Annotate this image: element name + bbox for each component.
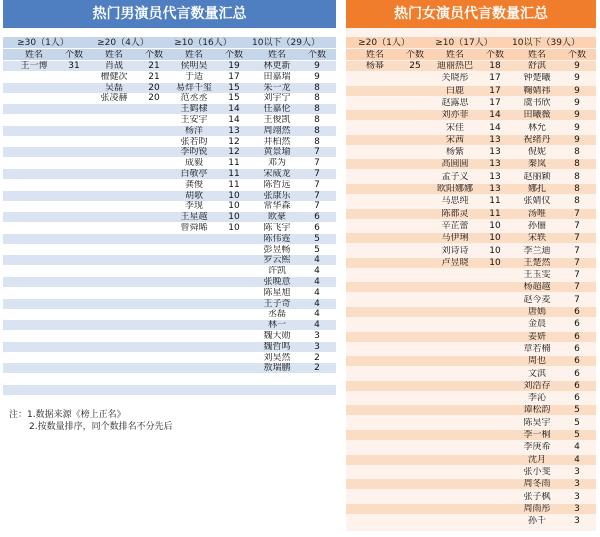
male-name-cell: 吴磊 [104, 82, 123, 93]
male-name-cell: 刘昊然 [263, 352, 291, 363]
female-name-cell: 杨紫 [445, 147, 464, 158]
male-count-cell: 10 [228, 201, 240, 212]
male-count-cell: 20 [148, 82, 160, 93]
male-name-cell: 王安宇 [180, 115, 208, 125]
male-count-cell: 7 [314, 179, 320, 190]
female-count-cell: 6 [574, 356, 580, 367]
male-count-cell: 3 [314, 331, 320, 341]
female-name-cell: 汤唯 [527, 208, 546, 219]
female-count-cell: 17 [489, 85, 501, 96]
female-name-cell: 高圆圆 [441, 159, 469, 170]
female-header-count-2: 个数 [567, 50, 586, 60]
male-name-cell: 肖战 [104, 61, 123, 71]
female-count-cell: 25 [409, 61, 421, 71]
male-count-cell: 4 [314, 309, 320, 320]
female-name-cell: 张小斐 [523, 466, 551, 477]
male-header-name-1: 姓名 [104, 50, 123, 60]
male-count-cell: 17 [228, 71, 240, 82]
female-name-cell: 宋茜 [445, 134, 464, 145]
male-header-name-3: 姓名 [267, 50, 286, 60]
female-count-cell: 9 [574, 61, 580, 71]
male-count-cell: 8 [314, 125, 320, 136]
female-count-cell: 6 [574, 319, 580, 330]
male-name-cell: 张晚意 [263, 277, 291, 287]
male-name-cell: 魏哲鸣 [263, 341, 291, 352]
female-count-cell: 13 [489, 171, 501, 182]
female-name-cell: 唐嫣 [527, 307, 546, 317]
male-name-cell: 彭昱畅 [263, 244, 291, 255]
female-name-cell: 杨幂 [365, 61, 384, 71]
male-name-cell: 刘宇宁 [263, 93, 291, 104]
male-name-cell: 黄景瑜 [263, 147, 291, 158]
male-count-cell: 2 [314, 363, 320, 374]
female-count-cell: 7 [574, 233, 580, 244]
female-name-cell: 孙俪 [527, 220, 546, 231]
female-name-cell: 章若楠 [523, 343, 551, 354]
male-count-cell: 8 [314, 115, 320, 125]
female-count-cell: 17 [489, 97, 501, 108]
female-name-cell: 周雨彤 [523, 503, 551, 514]
male-count-cell: 11 [228, 169, 240, 179]
female-name-cell: 秦岚 [527, 159, 546, 170]
female-name-cell: 舒淇 [527, 61, 546, 71]
female-count-cell: 3 [574, 503, 580, 514]
female-count-cell: 4 [574, 454, 580, 465]
male-name-cell: 陈星旭 [263, 287, 291, 298]
female-group-label-1: ≥10（17人） [435, 38, 493, 48]
male-count-cell: 7 [314, 190, 320, 201]
male-name-cell: 杨洋 [184, 125, 203, 136]
female-name-cell: 文淇 [527, 368, 546, 379]
female-header-count-0: 个数 [405, 50, 424, 60]
female-name-cell: 娜扎 [527, 184, 546, 194]
female-name-cell: 陈都灵 [441, 208, 469, 219]
female-name-cell: 祝绪丹 [523, 134, 551, 145]
female-count-cell: 8 [574, 196, 580, 207]
male-count-cell: 5 [314, 244, 320, 255]
male-name-cell: 丞磊 [267, 309, 286, 320]
male-count-cell: 6 [314, 223, 320, 233]
male-count-cell: 19 [228, 61, 240, 71]
female-name-cell: 李一桐 [523, 430, 551, 440]
female-count-cell: 10 [489, 245, 501, 256]
female-actresses-panel [346, 0, 596, 531]
male-name-cell: 敖瑞鹏 [263, 363, 291, 374]
male-header-count-2: 个数 [224, 50, 243, 60]
male-count-cell: 7 [314, 158, 320, 169]
male-header-count-0: 个数 [64, 50, 83, 60]
female-count-cell: 10 [489, 220, 501, 231]
female-count-cell: 17 [489, 73, 501, 84]
female-name-cell: 赵露思 [441, 97, 469, 108]
female-count-cell: 11 [489, 196, 501, 207]
female-count-cell: 5 [574, 405, 580, 416]
female-name-cell: 林允 [527, 122, 546, 133]
male-name-cell: 欧豪 [267, 212, 286, 223]
male-name-cell: 胡歌 [184, 190, 203, 201]
male-header-name-2: 姓名 [184, 50, 203, 60]
male-name-cell: 魏大勋 [263, 331, 291, 341]
female-name-cell: 刘浩存 [523, 380, 551, 391]
male-count-cell: 11 [228, 158, 240, 169]
female-count-cell: 6 [574, 368, 580, 379]
female-name-cell: 王玉雯 [523, 270, 551, 281]
male-count-cell: 12 [228, 147, 240, 158]
female-header-name-0: 姓名 [365, 50, 384, 60]
female-name-cell: 周冬雨 [523, 479, 551, 490]
male-name-cell: 范丞丞 [180, 93, 208, 104]
female-name-cell: 王楚然 [523, 257, 551, 268]
female-count-cell: 13 [489, 184, 501, 194]
male-count-cell: 10 [228, 190, 240, 201]
male-name-cell: 常华森 [263, 201, 291, 212]
female-panel-title: 热门女演员代言数量汇总 [346, 0, 596, 28]
male-name-cell: 周翊然 [263, 125, 291, 136]
male-row-bg [3, 385, 336, 395]
male-count-cell: 7 [314, 169, 320, 179]
male-name-cell: 许凯 [267, 266, 286, 277]
male-row-bg [3, 374, 336, 384]
female-count-cell: 8 [574, 171, 580, 182]
male-name-cell: 王星越 [180, 212, 208, 223]
male-count-cell: 15 [228, 93, 240, 104]
female-name-cell: 刘诗诗 [441, 245, 469, 256]
male-group-label-0: ≥30（1人） [17, 38, 69, 48]
female-name-cell: 周也 [527, 356, 546, 367]
female-name-cell: 沈月 [527, 454, 546, 465]
female-group-label-0: ≥20（1人） [358, 38, 410, 48]
male-name-cell: 王鹤棣 [180, 104, 208, 115]
female-count-cell: 7 [574, 245, 580, 256]
male-count-cell: 7 [314, 147, 320, 158]
female-count-cell: 14 [489, 110, 501, 121]
female-name-cell: 张婧仪 [523, 196, 551, 207]
female-name-cell: 马思纯 [441, 196, 469, 207]
female-count-cell: 6 [574, 393, 580, 404]
female-name-cell: 谭松韵 [523, 405, 551, 416]
male-count-cell: 4 [314, 255, 320, 266]
male-count-cell: 12 [228, 136, 240, 147]
female-name-cell: 张子枫 [523, 491, 551, 502]
female-count-cell: 9 [574, 110, 580, 121]
male-name-cell: 罗云熙 [263, 255, 291, 266]
male-count-cell: 4 [314, 320, 320, 331]
male-header-count-3: 个数 [307, 50, 326, 60]
female-name-cell: 钟楚曦 [523, 73, 551, 84]
female-name-cell: 田曦薇 [523, 110, 551, 121]
female-name-cell: 马伊琍 [441, 233, 469, 244]
female-count-cell: 5 [574, 417, 580, 428]
female-name-cell: 刘亦菲 [441, 110, 469, 121]
female-count-cell: 7 [574, 282, 580, 293]
male-count-cell: 10 [228, 212, 240, 223]
female-count-cell: 7 [574, 220, 580, 231]
female-count-cell: 7 [574, 270, 580, 281]
male-count-cell: 4 [314, 298, 320, 309]
male-count-cell: 9 [314, 71, 320, 82]
female-count-cell: 13 [489, 134, 501, 145]
female-name-cell: 陈昊宇 [523, 417, 551, 428]
male-count-cell: 2 [314, 352, 320, 363]
male-count-cell: 20 [148, 93, 160, 104]
female-count-cell: 3 [574, 479, 580, 490]
female-name-cell: 宋轶 [527, 233, 546, 244]
female-name-cell: 卢昱晓 [441, 257, 469, 268]
female-header-count-1: 个数 [485, 50, 504, 60]
female-name-cell: 李庚希 [523, 442, 551, 453]
male-name-cell: 张若昀 [180, 136, 208, 147]
female-name-cell: 迪丽热巴 [436, 61, 473, 71]
female-name-cell: 孟子义 [441, 171, 469, 182]
male-name-cell: 王子奇 [263, 298, 291, 309]
note-line-1: 注：1.数据来源《榜上正名》 [9, 410, 126, 420]
male-name-cell: 于适 [184, 71, 203, 82]
female-count-cell: 7 [574, 294, 580, 305]
male-header-count-1: 个数 [144, 50, 163, 60]
male-count-cell: 13 [228, 125, 240, 136]
male-count-cell: 5 [314, 233, 320, 244]
male-count-cell: 7 [314, 201, 320, 212]
male-name-cell: 侯明昊 [180, 61, 208, 71]
male-name-cell: 张凌赫 [100, 93, 128, 104]
female-name-cell: 赵丽颖 [523, 171, 551, 182]
male-name-cell: 白敬亭 [180, 169, 208, 179]
male-name-cell: 邓为 [267, 158, 286, 169]
male-header-name-0: 姓名 [24, 50, 43, 60]
male-name-cell: 李现 [184, 201, 203, 212]
female-name-cell: 李沁 [527, 393, 546, 404]
female-name-cell: 宋佳 [445, 122, 464, 133]
female-count-cell: 3 [574, 466, 580, 477]
female-count-cell: 8 [574, 147, 580, 158]
male-name-cell: 檀健次 [100, 71, 128, 82]
female-name-cell: 李兰迪 [523, 245, 551, 256]
female-count-cell: 11 [489, 208, 501, 219]
female-name-cell: 杨超越 [523, 282, 551, 293]
male-name-cell: 陈哲远 [263, 179, 291, 190]
female-count-cell: 9 [574, 73, 580, 84]
female-count-cell: 3 [574, 516, 580, 527]
male-count-cell: 31 [68, 61, 80, 71]
female-count-cell: 8 [574, 184, 580, 194]
male-name-cell: 宋威龙 [263, 169, 291, 179]
female-count-cell: 9 [574, 97, 580, 108]
male-count-cell: 3 [314, 341, 320, 352]
female-count-cell: 9 [574, 85, 580, 96]
male-name-cell: 林一 [267, 320, 286, 331]
female-name-cell: 鞠婧祎 [523, 85, 551, 96]
note-line-2: 2.按数量排序，同个数排名不分先后 [29, 422, 173, 432]
male-count-cell: 4 [314, 266, 320, 277]
male-count-cell: 4 [314, 277, 320, 287]
male-name-cell: 龚俊 [184, 179, 203, 190]
male-name-cell: 陈伟霆 [263, 233, 291, 244]
male-name-cell: 井柏然 [263, 136, 291, 147]
male-name-cell: 成毅 [184, 158, 203, 169]
male-name-cell: 王俊凯 [263, 115, 291, 125]
male-count-cell: 8 [314, 82, 320, 93]
male-panel-title: 热门男演员代言数量汇总 [3, 0, 336, 28]
male-count-cell: 9 [314, 61, 320, 71]
female-header-name-1: 姓名 [445, 50, 464, 60]
female-count-cell: 9 [574, 122, 580, 133]
female-name-cell: 倪妮 [527, 147, 546, 158]
female-count-cell: 5 [574, 430, 580, 440]
male-group-label-3: 10以下（29人） [252, 38, 320, 48]
female-count-cell: 6 [574, 331, 580, 342]
male-name-cell: 朱一龙 [263, 82, 291, 93]
male-name-cell: 王一博 [20, 61, 48, 71]
female-count-cell: 7 [574, 257, 580, 268]
male-group-label-1: ≥20（4人） [97, 38, 149, 48]
male-count-cell: 8 [314, 93, 320, 104]
male-count-cell: 14 [228, 115, 240, 125]
male-name-cell: 张康乐 [263, 190, 291, 201]
male-count-cell: 6 [314, 212, 320, 223]
male-count-cell: 14 [228, 104, 240, 115]
female-name-cell: 白鹿 [445, 85, 464, 96]
male-group-label-2: ≥10（16人） [174, 38, 232, 48]
male-name-cell: 曾舜晞 [180, 223, 208, 233]
female-name-cell: 孙千 [527, 516, 546, 527]
female-count-cell: 18 [489, 61, 501, 71]
male-name-cell: 易烊千玺 [175, 82, 212, 93]
female-name-cell: 辛芷蕾 [441, 220, 469, 231]
female-count-cell: 6 [574, 343, 580, 354]
female-name-cell: 赵今麦 [523, 294, 551, 305]
female-count-cell: 6 [574, 380, 580, 391]
male-name-cell: 田嘉瑞 [263, 71, 291, 82]
male-count-cell: 21 [148, 61, 160, 71]
female-name-cell: 虞书欣 [523, 97, 551, 108]
male-count-cell: 21 [148, 71, 160, 82]
female-header-name-2: 姓名 [527, 50, 546, 60]
male-count-cell: 8 [314, 104, 320, 115]
female-name-cell: 姜妍 [527, 331, 546, 342]
female-count-cell: 13 [489, 147, 501, 158]
female-group-label-2: 10以下（39人） [512, 38, 580, 48]
female-count-cell: 10 [489, 233, 501, 244]
male-count-cell: 15 [228, 82, 240, 93]
female-count-cell: 4 [574, 442, 580, 453]
male-count-cell: 10 [228, 223, 240, 233]
notes [9, 409, 173, 433]
female-count-cell: 3 [574, 491, 580, 502]
male-name-cell: 陈飞宇 [263, 223, 291, 233]
male-name-cell: 李昀锐 [180, 147, 208, 158]
female-count-cell: 13 [489, 159, 501, 170]
female-count-cell: 14 [489, 122, 501, 133]
female-count-cell: 10 [489, 257, 501, 268]
male-count-cell: 4 [314, 287, 320, 298]
male-name-cell: 林更新 [263, 61, 291, 71]
female-count-cell: 6 [574, 307, 580, 317]
male-actors-panel [3, 0, 336, 405]
male-count-cell: 8 [314, 136, 320, 147]
female-count-cell: 7 [574, 208, 580, 219]
female-name-cell: 关晓彤 [441, 73, 469, 84]
female-name-cell: 金晨 [527, 319, 546, 330]
female-count-cell: 9 [574, 134, 580, 145]
male-name-cell: 任嘉伦 [263, 104, 291, 115]
male-count-cell: 11 [228, 179, 240, 190]
female-name-cell: 欧阳娜娜 [436, 184, 473, 194]
female-count-cell: 8 [574, 159, 580, 170]
